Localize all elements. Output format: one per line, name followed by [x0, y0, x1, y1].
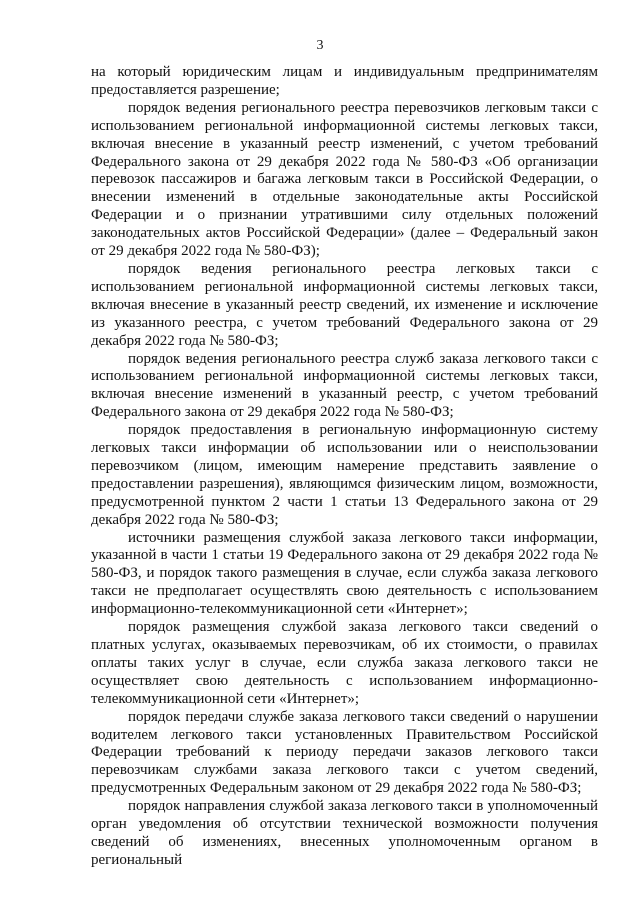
- paragraph-order-service-registry: порядок ведения регионального реестра служб заказа легкового такси с использованием региональной информационной системы легковых такси, включая внесение изменений в указанный реестр, с учетом требований Федерального закона от 29 декабря 2022 года № 580-ФЗ;: [91, 350, 598, 421]
- paragraph-notification: порядок направления службой заказа легкового такси в уполномоченный орган уведомления об отсутствии технической возможности получения сведений об изменениях, внесенных уполномоченным органом в региональный: [91, 798, 598, 868]
- paragraph-taxi-registry: порядок ведения регионального реестра легковых такси с использованием региональной информационной системы легковых такси, включая внесение в указанный реестр сведений, их изменение и исключение из указанного реестра, с учетом требований Федерального закона от 29 декабря 2022 года № 580-ФЗ;: [91, 260, 598, 349]
- paragraph-carrier-registry: порядок ведения регионального реестра перевозчиков легковым такси с использованием региональной информационной системы легковых такси, включая внесение в указанный реестр изменений, с учетом требований Федерального закона от 29 декабря 2022 года № 580-ФЗ «Об организации перевозок пассажиров и багажа легковым такси в Российской Федерации, о внесении изменений в отдельные законодательные акты Российской Федерации и о признании утратившими силу отдельных положений законодательных актов Российской Федерации» (далее – Федеральный закон от 29 декабря 2022 года № 580-ФЗ);: [91, 99, 598, 260]
- paragraph-information-submission: порядок предоставления в региональную информационную систему легковых такси информации об использовании или о неиспользовании перевозчиком (лицом, имеющим намерение представить заявление о предоставлении разрешения), являющимся физическим лицом, возможности, предусмотренной пунктом 2 части 1 статьи 13 Федерального закона от 29 декабря 2022 года № 580-ФЗ;: [91, 422, 598, 528]
- paragraph-paid-services: порядок размещения службой заказа легкового такси сведений о платных услугах, оказываемых перевозчикам, об их стоимости, о правилах оплаты таких услуг в случае, если служба заказа легкового такси не осуществляет свою деятельность с использованием информационно-телекоммуникационной сети «Интернет»;: [91, 619, 598, 707]
- page-number: 3: [316, 38, 324, 53]
- paragraph-continuation: на который юридическим лицам и индивидуальным предпринимателям предоставляется разрешение;: [91, 64, 598, 98]
- body-text: [91, 64, 598, 870]
- paragraph-information-sources: источники размещения службой заказа легкового такси информации, указанной в части 1 статьи 19 Федерального закона от 29 декабря 2022 года № 580-ФЗ, и порядок такого размещения в случае, если служба заказа легкового такси не предполагает осуществлять свою деятельность с использованием информационно-телекоммуникационной сети «Интернет»;: [91, 529, 598, 618]
- paragraph-violation-transfer: порядок передачи службе заказа легкового такси сведений о нарушении водителем легкового такси установленных Правительством Российской Федерации требований к периоду передачи заказов легкового такси перевозчикам службами заказа легкового такси с учетом сведений, предусмотренных Федеральным законом от 29 декабря 2022 года № 580-ФЗ;: [91, 708, 598, 797]
